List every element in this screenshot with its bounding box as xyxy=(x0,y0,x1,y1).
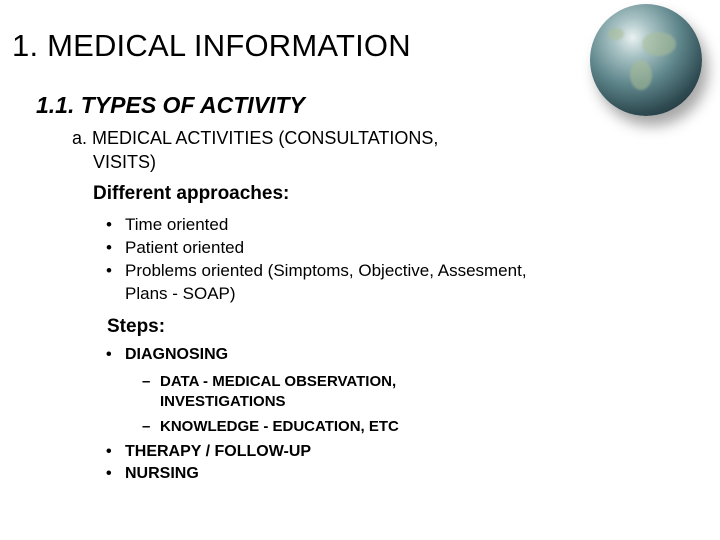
list-item-text: THERAPY / FOLLOW-UP xyxy=(125,443,312,460)
sub-list-item xyxy=(142,417,542,437)
dash: – xyxy=(142,373,151,390)
bullet: • xyxy=(106,346,112,363)
sub-item-continuation: INVESTIGATIONS xyxy=(160,393,286,410)
list-item xyxy=(106,236,626,259)
section-a-line1: a. MEDICAL ACTIVITIES (CONSULTATIONS, xyxy=(72,128,439,148)
list-item xyxy=(106,441,626,463)
bullet: • xyxy=(106,238,112,257)
dash: – xyxy=(142,418,151,435)
list-item-text: NURSING xyxy=(125,465,199,482)
list-item-text: Problems oriented (Simptoms, Objective, Assesment, xyxy=(125,261,527,280)
list-item-continuation: Plans - SOAP) xyxy=(125,284,236,303)
sub-item-text: DATA - MEDICAL OBSERVATION, xyxy=(160,373,397,390)
list-item xyxy=(106,344,626,366)
bullet: • xyxy=(106,443,112,460)
bullet: • xyxy=(106,261,112,280)
steps-list xyxy=(106,344,626,366)
list-item xyxy=(106,213,626,236)
approaches-list xyxy=(106,213,626,305)
sub-list-item xyxy=(142,372,542,412)
list-item-text: Time oriented xyxy=(125,215,229,234)
steps-list-continued xyxy=(106,441,626,485)
list-item xyxy=(106,259,626,282)
slide-title: 1. MEDICAL INFORMATION xyxy=(12,28,411,63)
list-item-text: Patient oriented xyxy=(125,238,245,257)
list-item xyxy=(106,463,626,485)
section-a-heading xyxy=(72,126,592,174)
list-item-text: DIAGNOSING xyxy=(125,346,229,363)
sub-item-text: KNOWLEDGE - EDUCATION, ETC xyxy=(160,418,399,435)
bullet: • xyxy=(106,215,112,234)
globe-icon xyxy=(590,4,702,116)
bullet: • xyxy=(106,465,112,482)
section-a-line2: VISITS) xyxy=(93,152,157,172)
steps-heading: Steps: xyxy=(107,316,166,337)
slide-subtitle: 1.1. TYPES OF ACTIVITY xyxy=(36,92,305,118)
approaches-heading: Different approaches: xyxy=(93,183,290,204)
